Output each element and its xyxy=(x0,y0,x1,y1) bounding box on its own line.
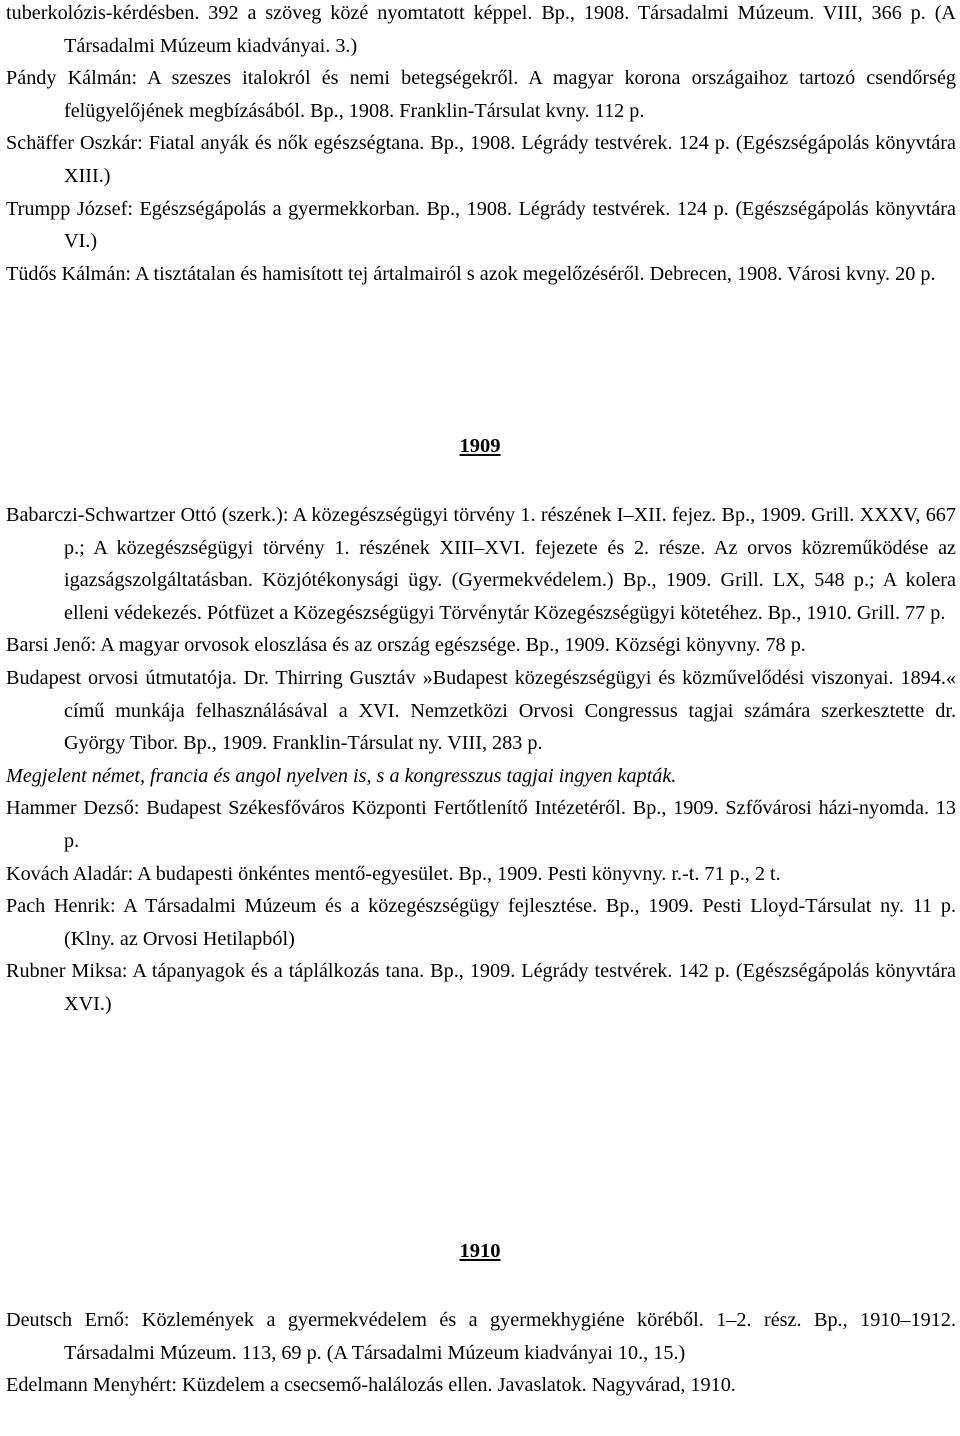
bib-entry: Deutsch Ernő: Közlemények a gyermekvédelem és a gyermekhygiéne köréből. 1–2. rész. Bp., 1910–1912. Társadalmi Múzeum. 113, 69 p. (A Társadalmi Múzeum kiadványai 10., 15.) xyxy=(6,1309,956,1364)
entry-note: Megjelent német, francia és angol nyelven is, s a kongresszus tagjai ingyen kapták. xyxy=(6,764,677,787)
entries-1910-block xyxy=(6,1304,956,1402)
bib-entry: Kovách Aladár: A budapesti önkéntes mentő-egyesület. Bp., 1909. Pesti könyvny. r.-t. 71 p., 2 t. xyxy=(6,862,781,885)
bib-entry: Edelmann Menyhért: Küzdelem a csecsemő-halálozás ellen. Javaslatok. Nagyvárad, 1910. xyxy=(6,1374,736,1397)
bib-entry: Pach Henrik: A Társadalmi Múzeum és a közegészségügy fejlesztése. Bp., 1909. Pesti Lloyd-Társulat ny. 11 p. (Klny. az Orvosi Hetilapból) xyxy=(6,895,956,950)
bib-entry: Pándy Kálmán: A szeszes italokról és nemi betegségekről. A magyar korona országaihoz tartozó csendőrség felügyelőjének megbízásából. Bp., 1908. Franklin-Társulat kvny. 112 p. xyxy=(6,67,956,122)
bib-entry: Trumpp József: Egészségápolás a gyermekkorban. Bp., 1908. Légrády testvérek. 124 p. (Egészségápolás könyvtára VI.) xyxy=(6,197,956,253)
entries-1908-block xyxy=(6,0,956,290)
bib-entry: Hammer Dezső: Budapest Székesfőváros Központi Fertőtlenítő Intézetéről. Bp., 1909. Szfővárosi házi-nyomda. 13 p. xyxy=(6,797,956,852)
bib-entry: Schäffer Oszkár: Fiatal anyák és nők egészségtana. Bp., 1908. Légrády testvérek. 124 p. (Egészségápolás könyvtára XIII.) xyxy=(6,132,956,187)
bib-entry: Babarczi-Schwartzer Ottó (szerk.): A közegészségügyi törvény 1. részének I–XII. fejez. Bp., 1909. Grill. XXXV, 667 p.; A közegészségügyi törvény 1. részének XIII–XVI. fejezete és 2. része. Az orvos közreműködése az igazságszolgáltatásban. Közjótékonysági ügy. (Gyermekvédelem.) Bp., 1909. Grill. LX, 548 p.; A kolera elleni védekezés. Pótfüzet a Közegészségügyi Törvénytár Közegészségügyi kötetéhez. Bp., 1910. Grill. 77 p. xyxy=(6,504,956,624)
year-heading-1909: 1909 xyxy=(459,435,501,457)
entries-1909-block xyxy=(6,499,956,1021)
bib-entry: Budapest orvosi útmutatója. Dr. Thirring Gusztáv »Budapest közegészségügyi és közművelődési viszonyai. 1894.« című munkája felhasználásával a XVI. Nemzetközi Orvosi Congressus tagjai számára szerkesztette dr. György Tibor. Bp., 1909. Franklin-Társulat ny. VIII, 283 p. xyxy=(6,666,956,755)
bib-entry: tuberkolózis-kérdésben. 392 a szöveg közé nyomtatott képpel. Bp., 1908. Társadalmi Múzeum. VIII, 366 p. (A Társadalmi Múzeum kiadványai. 3.) xyxy=(6,2,956,57)
bib-entry: Tüdős Kálmán: A tisztátalan és hamisított tej ártalmairól s azok megelőzéséről. Debrecen, 1908. Városi kvny. 20 p. xyxy=(6,262,936,285)
year-heading-1910: 1910 xyxy=(459,1240,501,1262)
bib-entry: Rubner Miksa: A tápanyagok és a táplálkozás tana. Bp., 1909. Légrády testvérek. 142 p. (Egészségápolás könyvtára XVI.) xyxy=(6,960,956,1015)
bib-entry: Barsi Jenő: A magyar orvosok eloszlása és az ország egészsége. Bp., 1909. Községi könyvny. 78 p. xyxy=(6,634,806,657)
